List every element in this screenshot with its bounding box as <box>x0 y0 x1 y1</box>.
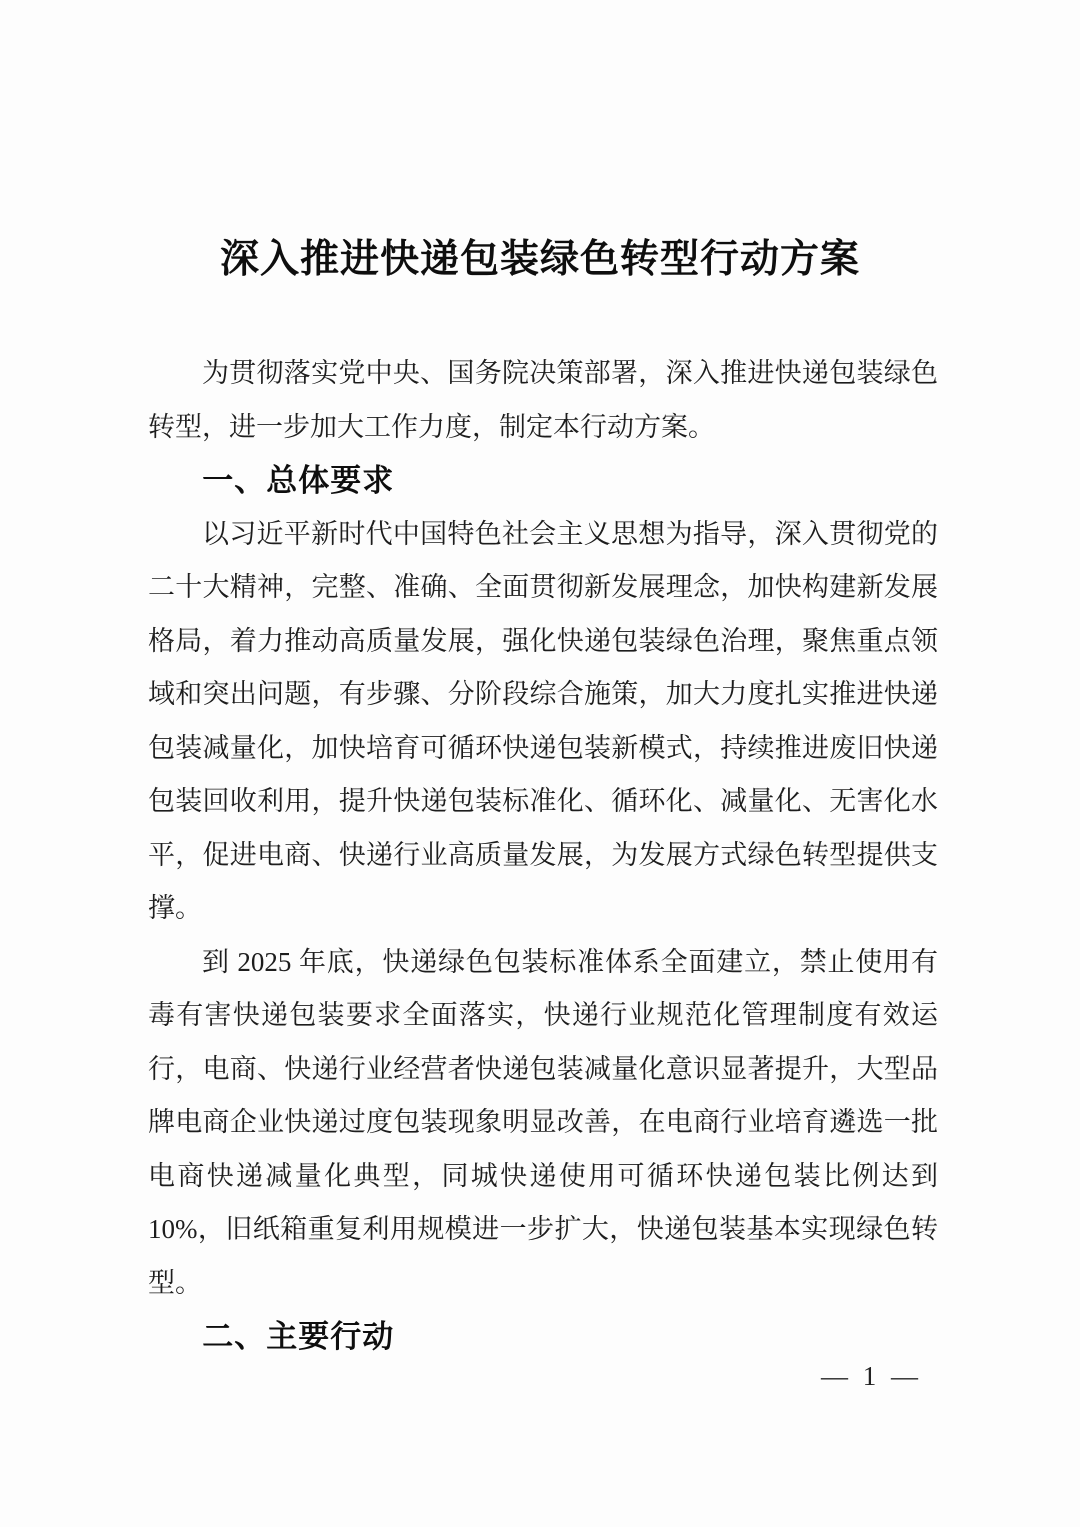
section-heading-overall-requirements: 一、总体要求 <box>202 463 395 498</box>
paragraph-2025-targets: 到 2025 年底，快递绿色包装标准体系全面建立，禁止使用有毒有害快递包装要求全面落实，快递行业规范化管理制度有效运行，电商、快递行业经营者快递包装减量化意识显著提升，大型品牌电商企业快递过度包装现象明显改善，在电商行业培育遴选一批电商快递减量化典型，同城快递使用可循环快递包装比例达到 10%，旧纸箱重复利用规模进一步扩大，快递包装基本实现绿色转型。 <box>148 946 938 1298</box>
page-number: — 1 — <box>821 1361 922 1391</box>
document-title: 深入推进快递包装绿色转型行动方案 <box>219 238 860 281</box>
section-heading-main-actions: 二、主要行动 <box>202 1319 395 1354</box>
paragraph-guiding-principles: 以习近平新时代中国特色社会主义思想为指导，深入贯彻党的二十大精神，完整、准确、全面贯彻新发展理念，加快构建新发展格局，着力推动高质量发展，强化快递包装绿色治理，聚焦重点领域和突出问题，有步骤、分阶段综合施策，加大力度扎实推进快递包装减量化，加快培育可循环快递包装新模式，持续推进废旧快递包装回收利用，提升快递包装标准化、循环化、减量化、无害化水平，促进电商、快递行业高质量发展，为发展方式绿色转型提供支撑。 <box>148 518 938 923</box>
paragraph-intro: 为贯彻落实党中央、国务院决策部署，深入推进快递包装绿色转型，进一步加大工作力度，制定本行动方案。 <box>148 358 938 442</box>
document-body <box>148 347 938 1364</box>
